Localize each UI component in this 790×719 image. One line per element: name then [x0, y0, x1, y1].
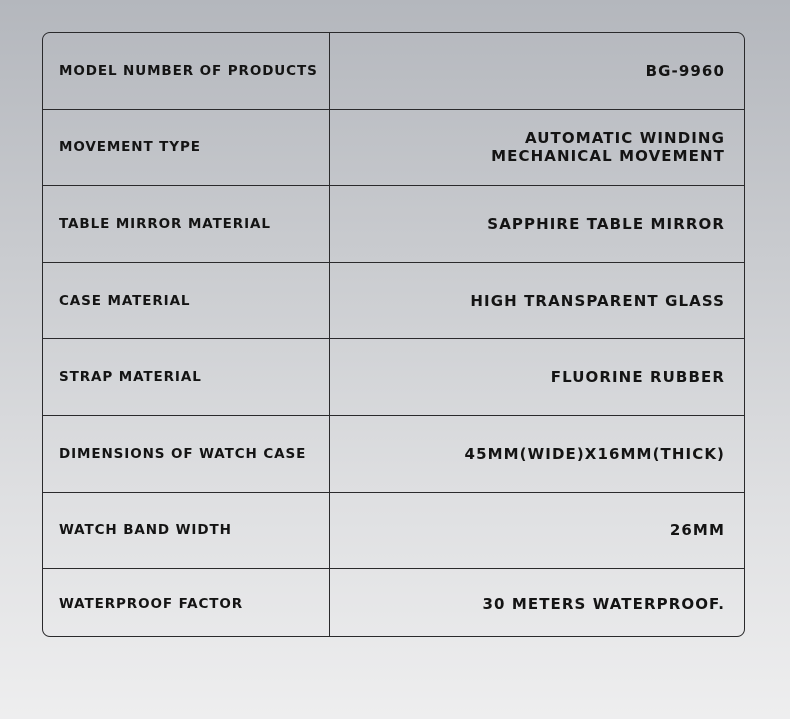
spec-value-line: 45MM(WIDE)X16MM(THICK): [464, 444, 725, 463]
spec-value-line: MECHANICAL MOVEMENT: [491, 147, 725, 166]
spec-value-line: SAPPHIRE TABLE MIRROR: [487, 214, 725, 233]
spec-row-case-dimensions: [43, 416, 744, 493]
spec-label: CASE MATERIAL: [43, 263, 330, 339]
spec-value: [330, 569, 744, 637]
spec-value: [330, 110, 744, 186]
spec-label: STRAP MATERIAL: [43, 339, 330, 415]
spec-label: TABLE MIRROR MATERIAL: [43, 186, 330, 262]
spec-row-model-number: [43, 33, 744, 110]
spec-row-strap-material: [43, 339, 744, 416]
spec-row-waterproof-factor: [43, 569, 744, 637]
spec-row-case-material: [43, 263, 744, 340]
spec-value: [330, 263, 744, 339]
spec-value-line: 26MM: [669, 521, 725, 540]
spec-label: MODEL NUMBER OF PRODUCTS: [43, 33, 330, 109]
spec-value: [330, 493, 744, 569]
spec-value-line: 30 METERS WATERPROOF.: [482, 594, 725, 613]
spec-value: [330, 339, 744, 415]
spec-row-movement-type: [43, 110, 744, 187]
spec-value-line: AUTOMATIC WINDING: [524, 129, 725, 148]
spec-label: WATERPROOF FACTOR: [43, 569, 330, 637]
spec-label: MOVEMENT TYPE: [43, 110, 330, 186]
spec-value: [330, 33, 744, 109]
spec-value-line: BG-9960: [645, 61, 725, 80]
spec-value: [330, 416, 744, 492]
spec-table: [42, 32, 745, 637]
spec-value-line: FLUORINE RUBBER: [550, 368, 725, 387]
spec-label: WATCH BAND WIDTH: [43, 493, 330, 569]
spec-row-band-width: [43, 493, 744, 570]
spec-label: DIMENSIONS OF WATCH CASE: [43, 416, 330, 492]
spec-value-line: HIGH TRANSPARENT GLASS: [470, 291, 725, 310]
spec-row-table-mirror-material: [43, 186, 744, 263]
spec-value: [330, 186, 744, 262]
